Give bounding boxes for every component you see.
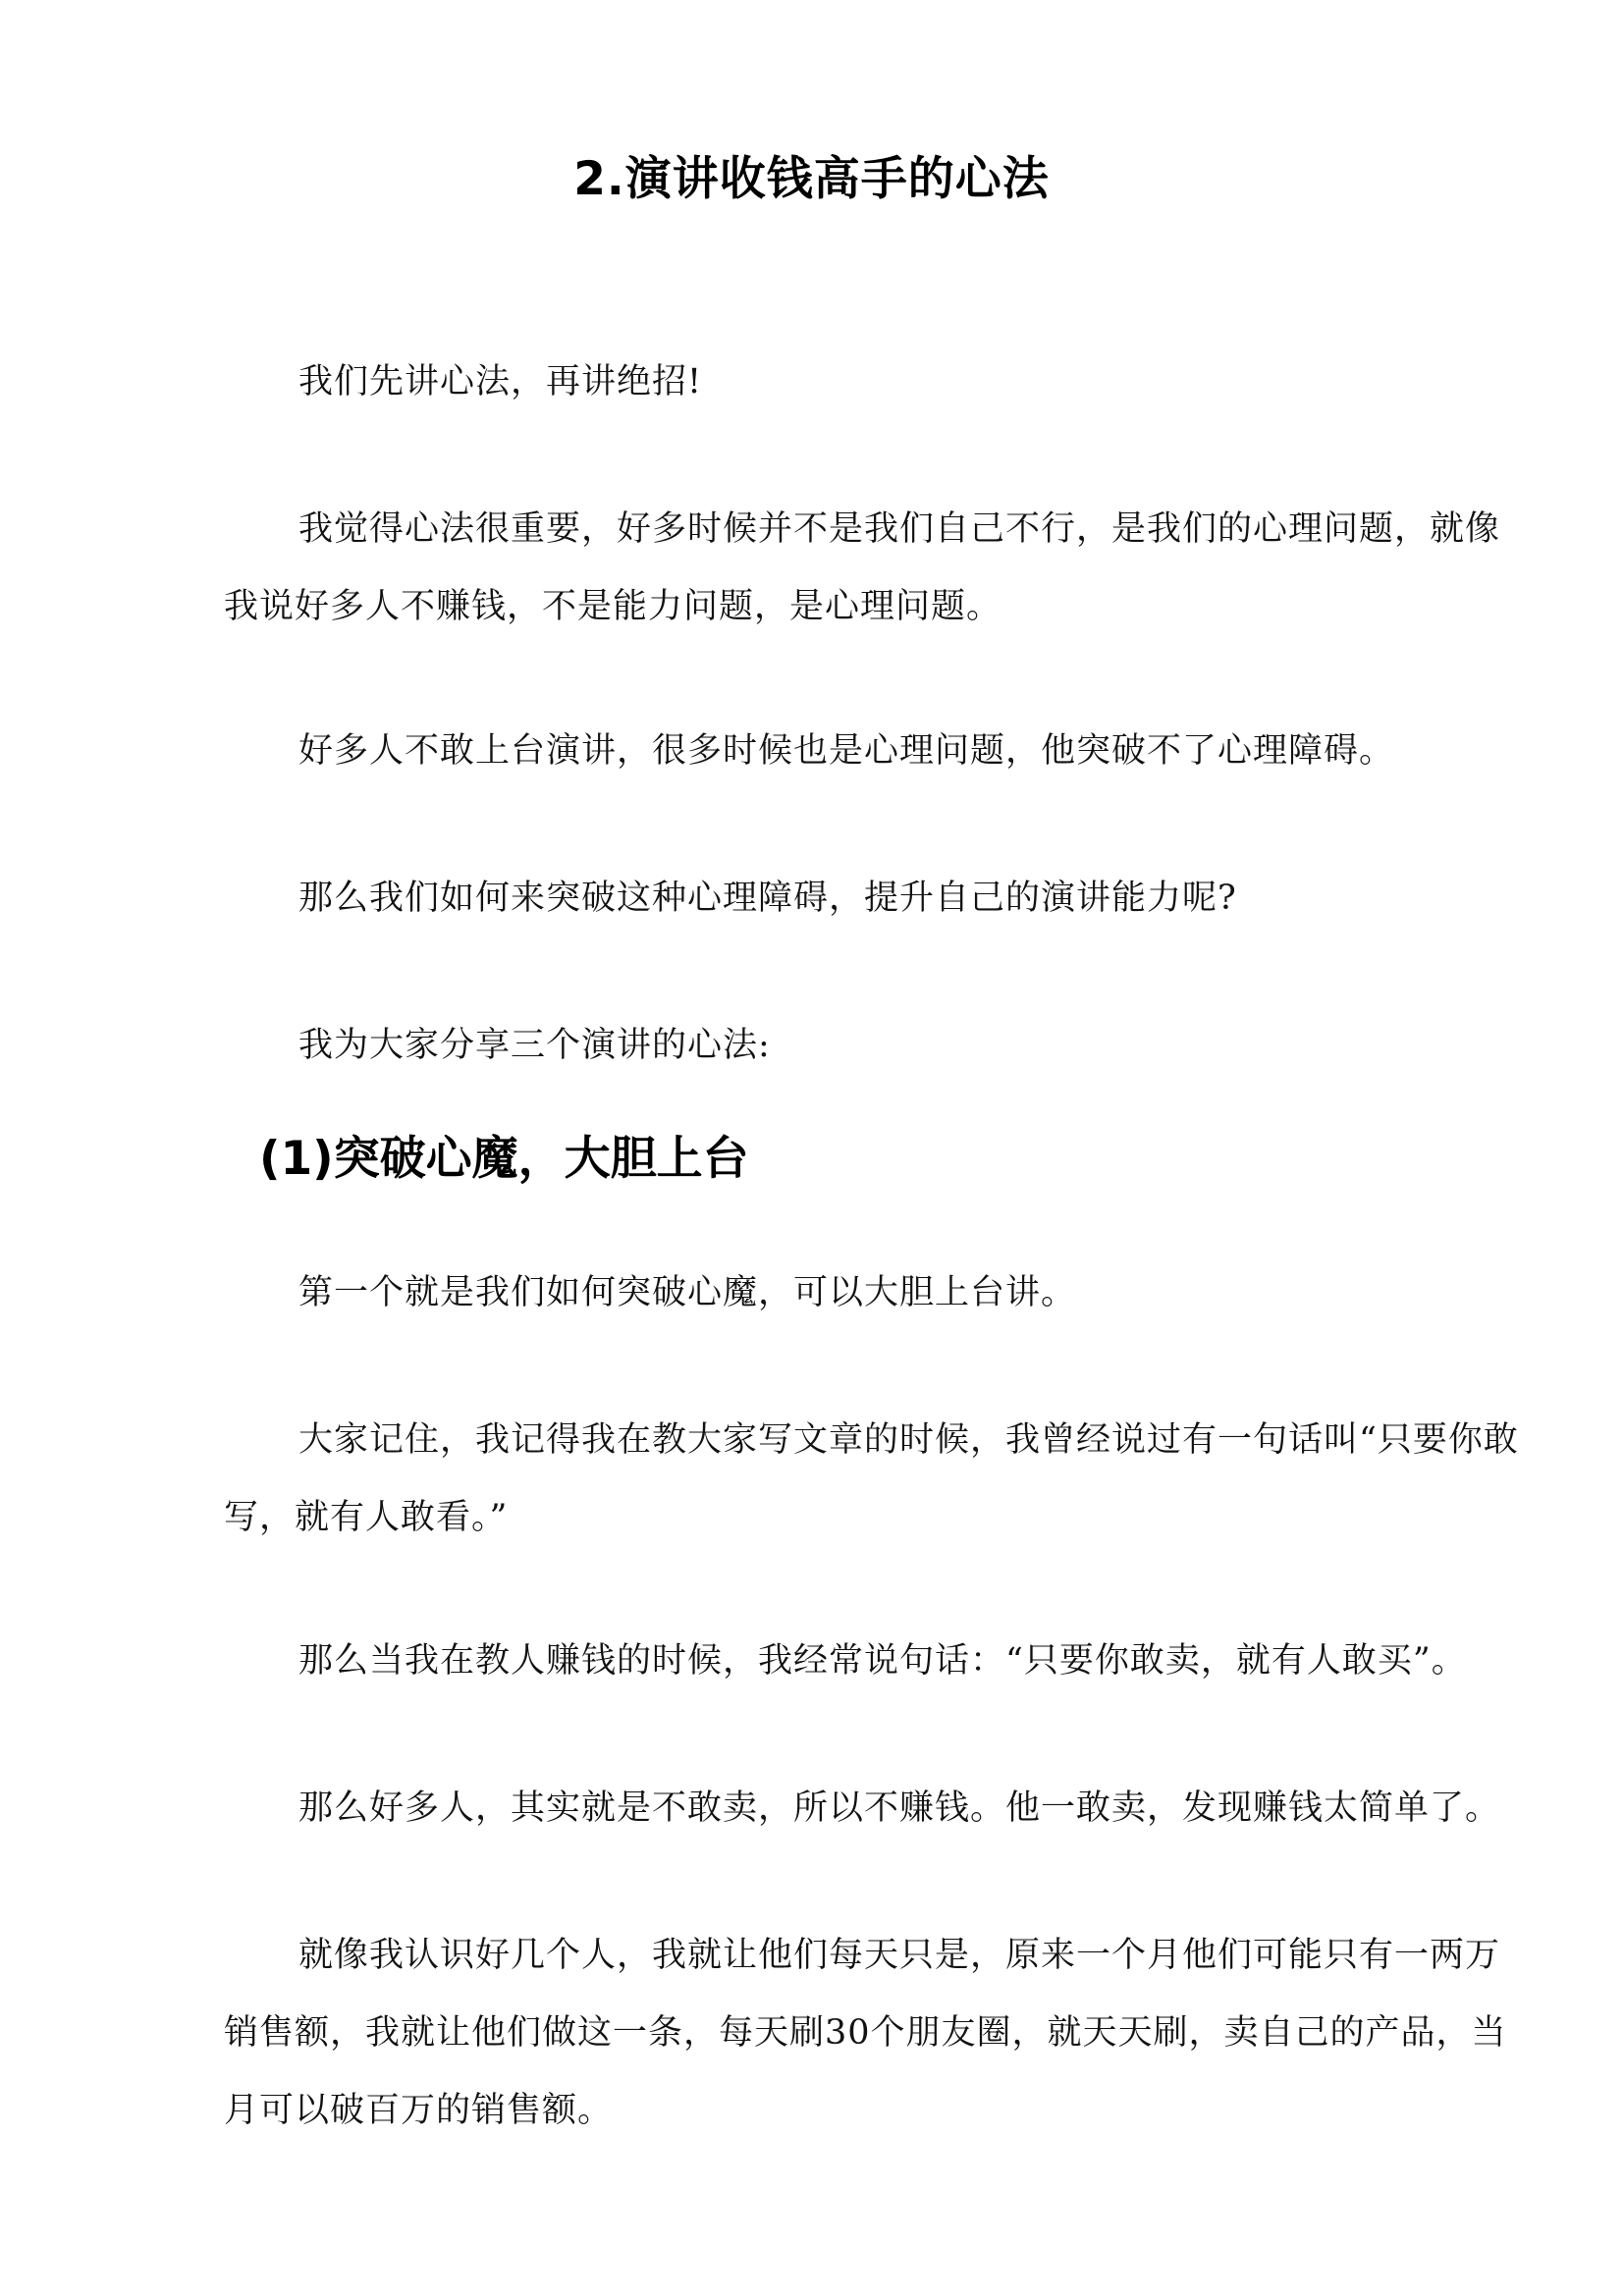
- paragraph: 我觉得心法很重要，好多时候并不是我们自己不行，是我们的心理问题，就像我说好多人不赚钱，不是能力问题，是心理问题。: [224, 509, 1501, 626]
- paragraph: 大家记住，我记得我在教大家写文章的时候，我曾经说过有一句话叫“只要你敢写，就有人敢看。”: [224, 1420, 1519, 1537]
- paragraph: 我们先讲心法，再讲绝招!: [298, 362, 703, 401]
- paragraph: 就像我认识好几个人，我就让他们每天只是，原来一个月他们可能只有一两万销售额，我就让他们做这一条，每天刷30个朋友圈，就天天刷，卖自己的产品，当月可以破百万的销售额。: [224, 1936, 1507, 2130]
- paragraph: 那么我们如何来突破这种心理障碍，提升自己的演讲能力呢?: [298, 879, 1237, 918]
- paragraph: 那么好多人，其实就是不敢卖，所以不赚钱。他一敢卖，发现赚钱太简单了。: [298, 1789, 1501, 1828]
- paragraph: 那么当我在教人赚钱的时候，我经常说句话：“只要你敢卖，就有人敢买”。: [298, 1641, 1467, 1681]
- page-title: 2.演讲收钱高手的心法: [573, 152, 1050, 206]
- paragraph: 好多人不敢上台演讲，很多时候也是心理问题，他突破不了心理障碍。: [298, 731, 1395, 771]
- paragraph: 我为大家分享三个演讲的心法:: [298, 1026, 771, 1065]
- section-heading: (1)突破心魔，大胆上台: [259, 1132, 749, 1186]
- paragraph: 第一个就是我们如何突破心魔，可以大胆上台讲。: [298, 1273, 1077, 1312]
